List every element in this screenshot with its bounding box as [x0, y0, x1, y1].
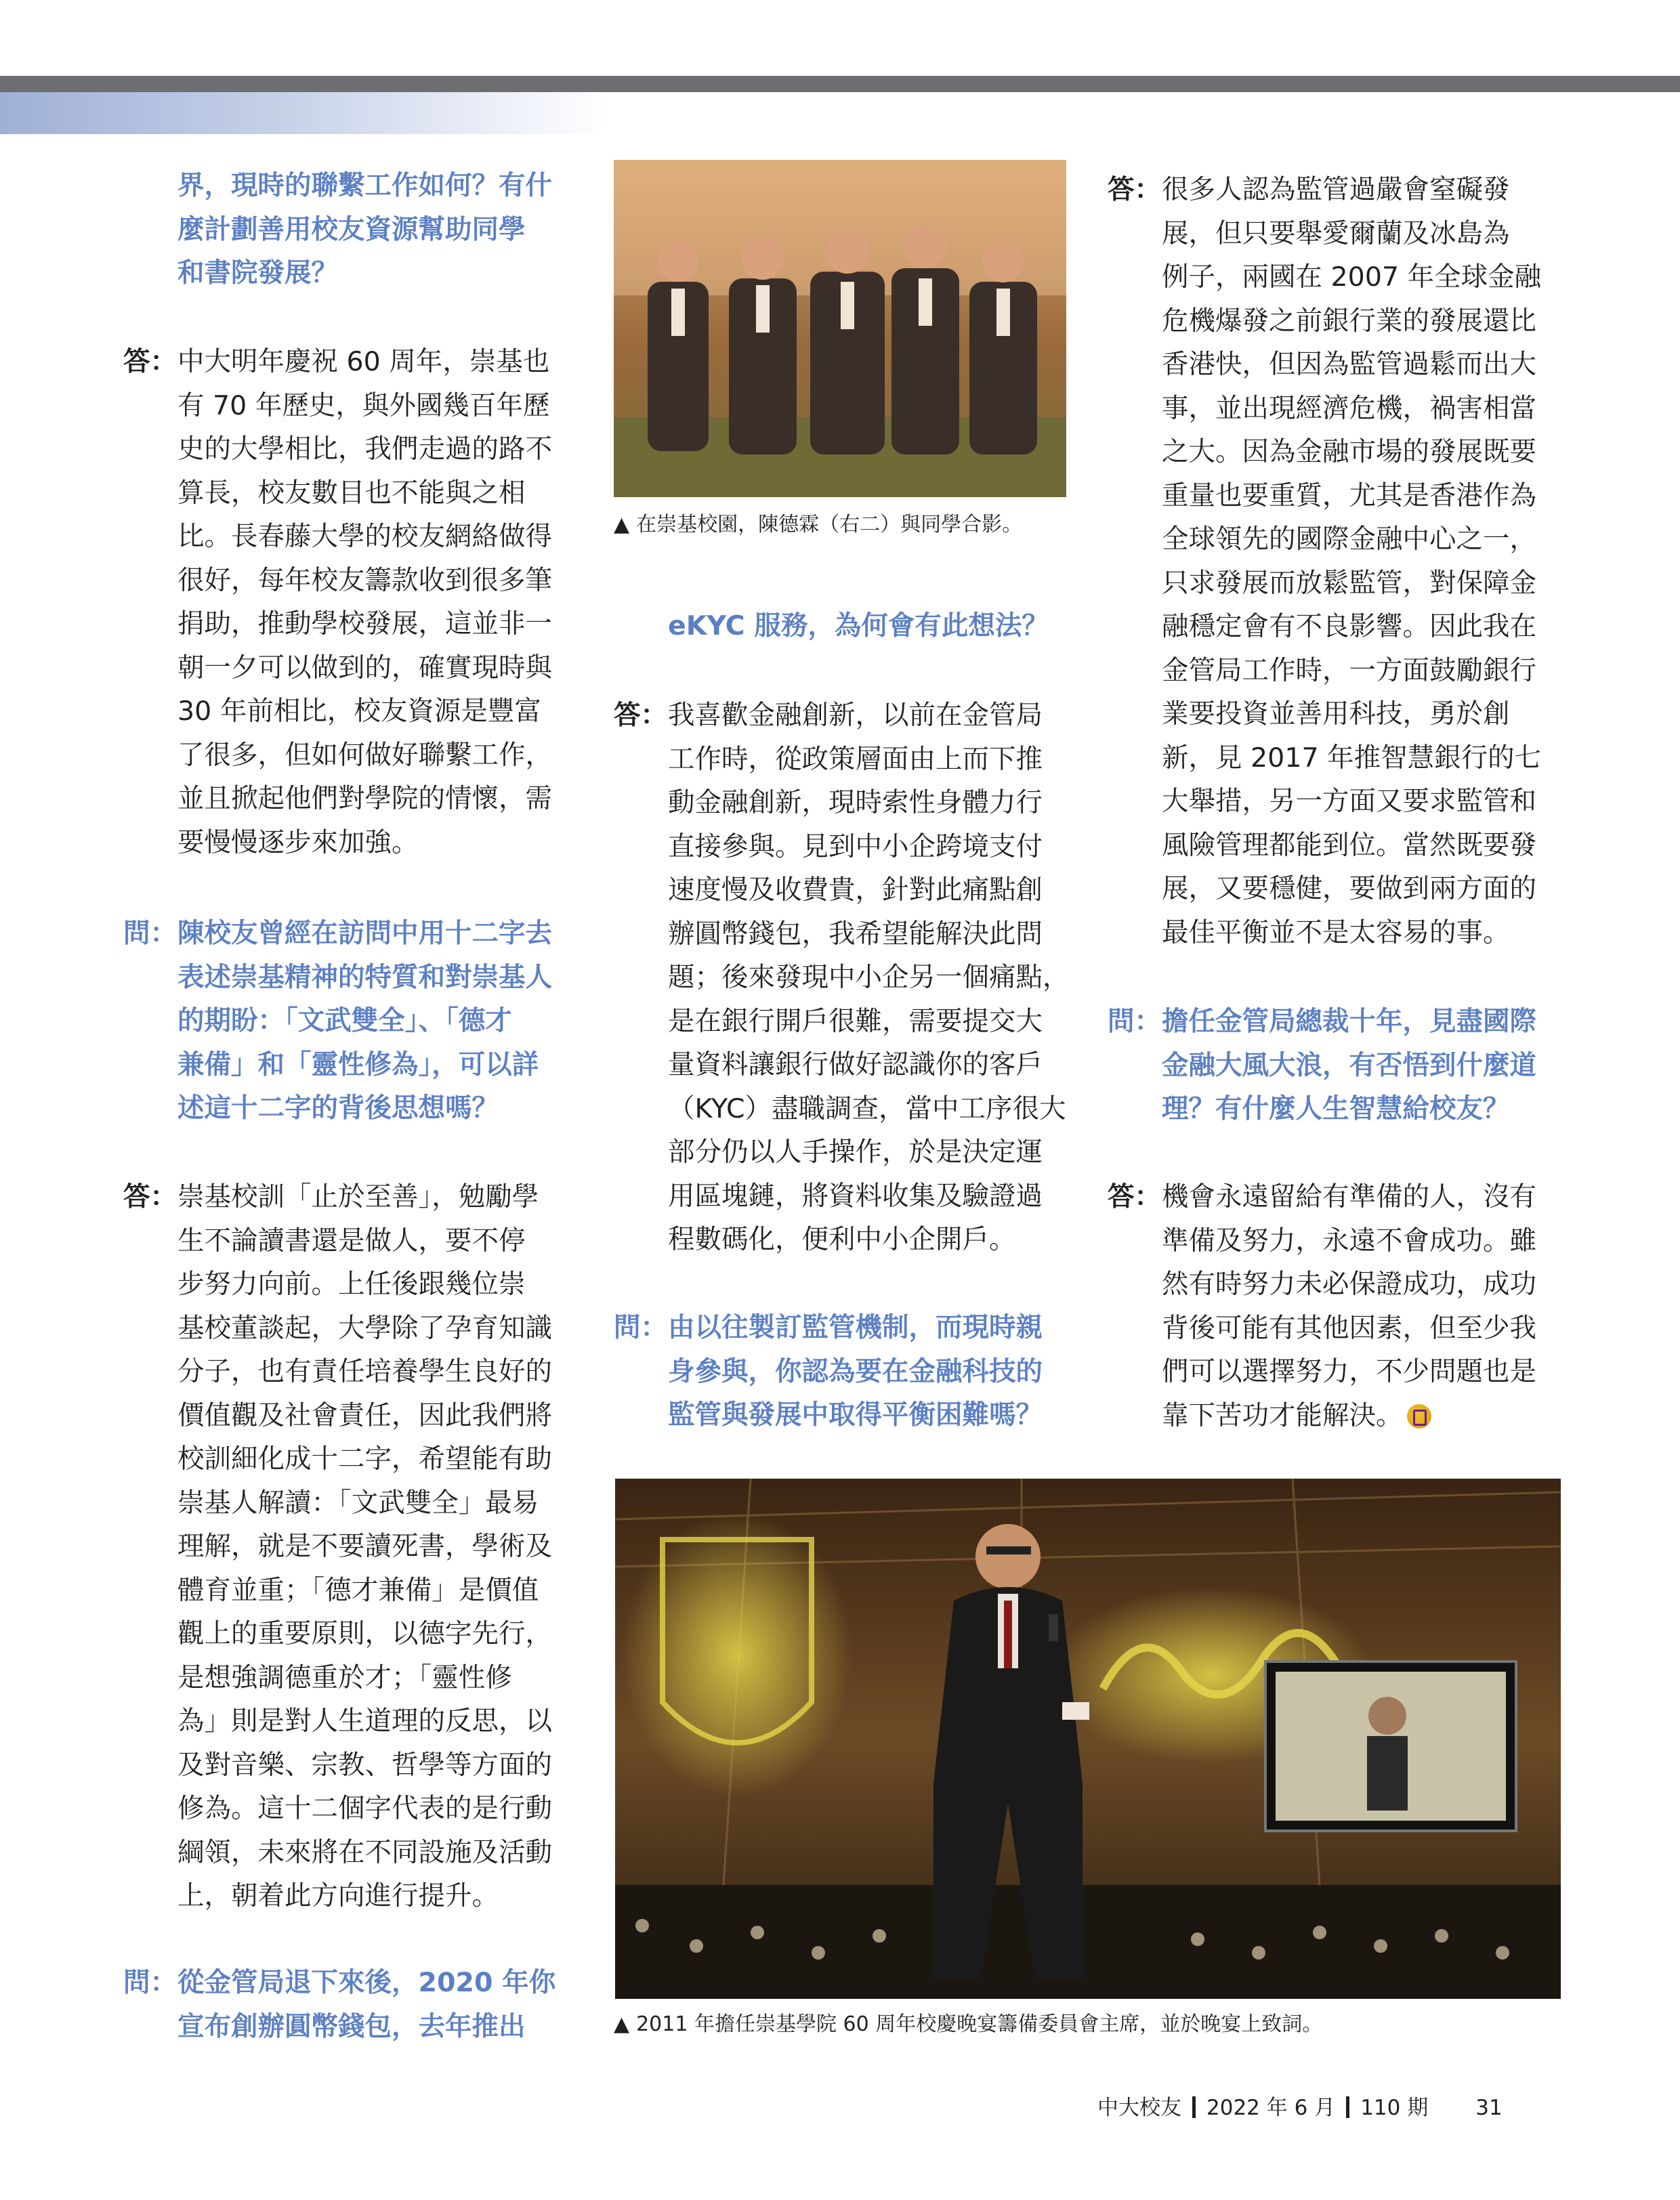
text-line: 比。長春藤大學的校友網絡做得: [177, 521, 552, 552]
text-line: 我喜歡金融創新，以前在金管局: [668, 700, 1043, 731]
text-line: 之大。因為金融市場的發展既要: [1162, 436, 1536, 467]
question-label: 問：: [123, 1967, 177, 1998]
text-line: 理？有什麼人生智慧給校友？: [1162, 1093, 1510, 1124]
text-line: 題；後來發現中小企另一個痛點，: [668, 962, 1070, 993]
text-line: 兼備」和「靈性修為」，可以詳: [177, 1049, 539, 1080]
text-line: 融穩定會有不良影響。因此我在: [1162, 611, 1536, 642]
text-line: 捐助，推動學校發展，這並非一: [177, 608, 552, 639]
text-line: 用區塊鏈，將資料收集及驗證過: [668, 1180, 1043, 1212]
text-line: 30 年前相比，校友資源是豐富: [177, 696, 541, 727]
text-line: 部分仍以人手操作，於是決定運: [668, 1137, 1043, 1168]
text-line: 宣布創辦圓幣錢包，去年推出: [177, 2010, 526, 2042]
text-line: 香港快，但因為監管過鬆而出大: [1162, 349, 1536, 380]
text-line: 事，並出現經濟危機，禍害相當: [1162, 392, 1536, 424]
text-line: 算長，校友數目也不能與之相: [177, 477, 526, 509]
text-line: 直接參與。見到中小企跨境支付: [668, 830, 1043, 862]
text-line: 工作時，從政策層面由上而下推: [668, 743, 1043, 775]
text-line: 的期盼：「文武雙全」、「德才: [177, 1005, 512, 1036]
col1-a1-text: [177, 340, 584, 864]
col1-q2-text: [177, 912, 584, 1130]
question-label: 問：: [614, 1312, 667, 1343]
text-line: 危機爆發之前銀行業的發展還比: [1162, 305, 1536, 337]
text-line: 步努力向前。上任後跟幾位崇: [177, 1269, 526, 1300]
text-line: 並且掀起他們對學院的情懷，需: [177, 783, 552, 814]
text-line: 界，現時的聯繫工作如何？有什: [177, 170, 552, 201]
text-line: 修為。這十二個字代表的是行動: [177, 1793, 552, 1824]
col1-a2-text: [177, 1175, 584, 1918]
text-line: 擔任金管局總裁十年，見盡國際: [1162, 1006, 1536, 1037]
text-line: 身參與，你認為要在金融科技的: [668, 1355, 1043, 1387]
col1-question-3: [123, 1961, 584, 2048]
text-line: 風險管理都能到位。當然既要發: [1162, 829, 1536, 861]
col2-question-2: [614, 1306, 1074, 1437]
text-line: 金融大風大浪，有否悟到什麼道: [1162, 1049, 1536, 1081]
footer-magazine-name: 中大校友: [1097, 2096, 1181, 2120]
photo2-caption: [614, 2010, 1562, 2039]
text-line: 及對音樂、宗教、哲學等方面的: [177, 1749, 552, 1781]
text-line: 展，又要穩健，要做到兩方面的: [1162, 873, 1536, 904]
col3-a2-text: [1162, 1175, 1568, 1437]
text-line: 綱領，未來將在不同設施及活動: [177, 1836, 552, 1868]
text-line: 上，朝着此方向進行提升。: [177, 1880, 499, 1911]
text-line: 價值觀及社會責任，因此我們將: [177, 1399, 552, 1431]
text-line: 大舉措，另一方面又要求監管和: [1162, 786, 1536, 817]
photo-banquet: [615, 1479, 1561, 1999]
col1-q3-text: [177, 1961, 584, 2048]
answer-label: 答：: [123, 1181, 177, 1212]
col2-qcont-text: [668, 604, 1074, 648]
col1-answer-1: [123, 340, 584, 864]
text-line: 只求發展而放鬆監管，對保障金: [1162, 567, 1536, 599]
col1-q1-text: [177, 164, 584, 295]
text-line: 量資料讓銀行做好認識你的客戶: [668, 1049, 1043, 1080]
text-line: 監管與發展中取得平衡困難嗎？: [668, 1399, 1043, 1431]
top-bar: [0, 76, 1680, 92]
text-line: 業要投資並善用科技，勇於創: [1162, 698, 1510, 729]
text-line: 和書院發展？: [177, 257, 338, 289]
text-line: 速度慢及收費貴，針對此痛點創: [668, 874, 1043, 906]
text-line: 體育並重；「德才兼備」是價值: [177, 1574, 539, 1606]
text-line: 朝一夕可以做到的，確實現時與: [177, 652, 552, 683]
text-line: 基校董談起，大學除了孕育知識: [177, 1312, 552, 1344]
col3-answer-1: [1108, 168, 1568, 954]
text-line: 麼計劃善用校友資源幫助同學: [177, 213, 526, 245]
footer-separator: [1192, 2096, 1196, 2118]
text-line: 辦圓幣錢包，我希望能解決此問: [668, 918, 1043, 950]
col1-answer-2: [123, 1175, 584, 1918]
text-line: 們可以選擇努力，不少問題也是: [1162, 1356, 1536, 1387]
text-line: 崇基校訓「止於至善」，勉勵學: [177, 1181, 539, 1212]
caption-text: 在崇基校園，陳德霖（右二）與同學合影。: [636, 513, 1023, 536]
text-line: 機會永遠留給有準備的人，沒有: [1162, 1181, 1536, 1212]
text-line: 分子，也有責任培養學生良好的: [177, 1356, 552, 1387]
answer-label: 答：: [614, 700, 667, 731]
text-line: 程數碼化，便利中小企開戶。: [668, 1224, 1016, 1255]
text-line: 最佳平衡並不是太容易的事。: [1162, 916, 1510, 948]
caption-text: 2011 年擔任崇基學院 60 周年校慶晚宴籌備委員會主席，並於晚宴上致詞。: [636, 2012, 1323, 2036]
page-number: 31: [1475, 2096, 1503, 2120]
text-line: 展，但只要舉愛爾蘭及冰島為: [1162, 217, 1510, 249]
col2-question-cont: [614, 604, 1074, 648]
text-line: 新，見 2017 年推智慧銀行的七: [1162, 742, 1542, 774]
footer-issue: 110 期: [1360, 2096, 1429, 2120]
text-line: 全球領先的國際金融中心之一，: [1162, 524, 1536, 555]
col2-q2-text: [668, 1306, 1074, 1437]
answer-label: 答：: [1108, 1181, 1161, 1212]
text-line: 是在銀行開戶很難，需要提交大: [668, 1005, 1043, 1037]
text-line: 從金管局退下來後，2020 年你: [177, 1967, 556, 1998]
col1-question-2: [123, 912, 584, 1130]
text-line: 例子，兩國在 2007 年全球金融: [1162, 261, 1542, 293]
photo1-caption: [614, 511, 1066, 539]
text-line: 動金融創新，現時索性身體力行: [668, 787, 1043, 818]
text-line: 很好，每年校友籌款收到很多筆: [177, 564, 552, 596]
col2-a1-text: [668, 694, 1074, 1262]
text-line: 由以往製訂監管機制，而現時親: [668, 1312, 1043, 1343]
photo-banquet-graphic: [615, 1479, 1561, 1999]
col3-a1-text: [1162, 168, 1568, 954]
answer-label: 答：: [123, 346, 177, 377]
text-line: 背後可能有其他因素，但至少我: [1162, 1312, 1536, 1344]
caption-marker: ▲: [614, 2012, 630, 2036]
page-footer: [1097, 2090, 1503, 2121]
col1-question-1: [123, 164, 584, 295]
footer-separator: [1346, 2096, 1349, 2118]
text-line: 表述崇基精神的特質和對崇基人: [177, 961, 552, 993]
text-line: （KYC）盡職調查，當中工序很大: [668, 1093, 1066, 1124]
text-line: 有 70 年歷史，與外國幾百年歷: [177, 389, 550, 421]
magazine-end-logo-icon: [1407, 1404, 1431, 1429]
text-line: 崇基人解讀：「文武雙全」最易: [177, 1487, 539, 1519]
text-line: 要慢慢逐步來加強。: [177, 826, 419, 858]
text-line: 理解，就是不要讀死書，學術及: [177, 1531, 552, 1562]
footer-date: 2022 年 6 月: [1206, 2096, 1336, 2120]
text-line: 靠下苦功才能解決。: [1162, 1399, 1403, 1431]
text-line: 生不論讀書還是做人，要不停: [177, 1225, 526, 1256]
text-line: 觀上的重要原則，以德字先行，: [177, 1618, 552, 1649]
text-line: 是想強調德重於才；「靈性修: [177, 1662, 512, 1693]
col2-answer-1: [614, 694, 1074, 1262]
text-line: 重量也要重質，尤其是香港作為: [1162, 480, 1536, 511]
top-gradient-band: [0, 92, 610, 134]
text-line: 校訓細化成十二字，希望能有助: [177, 1443, 552, 1475]
col3-answer-2: [1108, 1175, 1568, 1437]
photo-classmates: [614, 160, 1066, 497]
text-line: 然有時努力未必保證成功，成功: [1162, 1269, 1536, 1300]
text-line: 中大明年慶祝 60 周年，崇基也: [177, 346, 550, 377]
text-line: 很多人認為監管過嚴會窒礙發: [1162, 174, 1510, 205]
question-label: 問：: [1108, 1006, 1161, 1037]
text-line: 金管局工作時，一方面鼓勵銀行: [1162, 654, 1536, 686]
question-label: 問：: [123, 918, 177, 949]
text-line: 了很多，但如何做好聯繫工作，: [177, 739, 552, 771]
col3-question-2: [1108, 1000, 1568, 1131]
text-line: 為」則是對人生道理的反思，以: [177, 1706, 552, 1737]
photo-classmates-graphic: [614, 160, 1066, 497]
col3-q2-text: [1162, 1000, 1568, 1131]
text-line: 史的大學相比，我們走過的路不: [177, 433, 552, 465]
text-line: 述這十二字的背後思想嗎？: [177, 1093, 499, 1124]
caption-marker: ▲: [614, 513, 630, 536]
answer-label: 答：: [1108, 174, 1161, 205]
text-line: eKYC 服務，為何會有此想法？: [668, 610, 1049, 641]
text-line: 陳校友曾經在訪問中用十二字去: [177, 918, 552, 949]
text-line: 準備及努力，永遠不會成功。雖: [1162, 1225, 1536, 1256]
